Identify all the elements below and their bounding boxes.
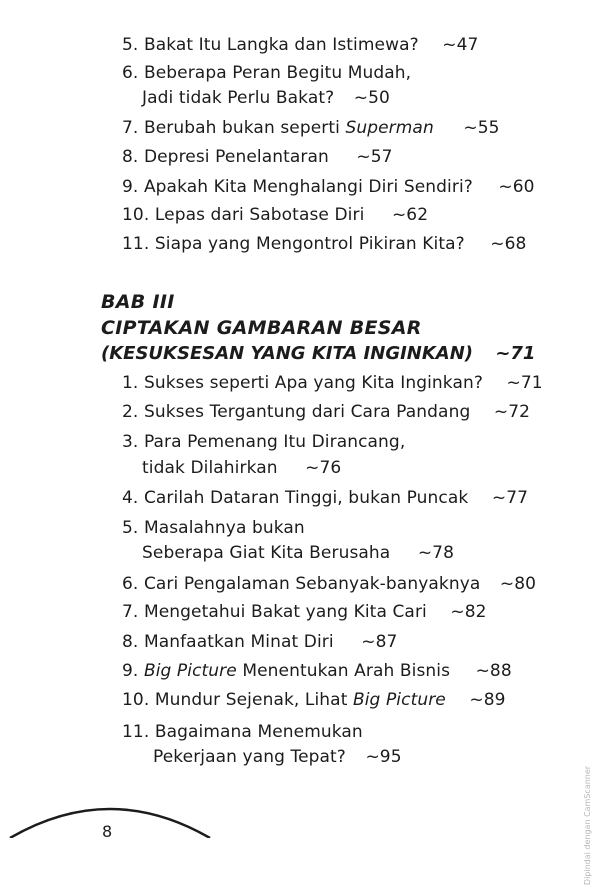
entry-number: 3. (122, 432, 139, 452)
entry-title: Para Pemenang Itu Dirancang, (143, 432, 406, 452)
chapter-label: BAB III (101, 291, 175, 313)
entry-number: 8. (122, 147, 139, 167)
toc-entry (122, 690, 506, 710)
entry-number: 1. (122, 373, 139, 393)
entry-title: Depresi Penelantaran (143, 147, 329, 167)
entry-title: Carilah Dataran Tinggi, bukan Puncak (143, 488, 469, 508)
toc-entry-continuation (153, 747, 402, 767)
toc-entry (122, 118, 500, 138)
entry-number: 9. (122, 661, 139, 681)
entry-title: Pekerjaan yang Tepat? (153, 747, 346, 767)
entry-title: Seberapa Giat Kita Berusaha (142, 543, 391, 563)
toc-entry (122, 205, 428, 225)
chapter-title-line1: CIPTAKAN GAMBARAN BESAR (101, 317, 422, 339)
toc-entry (122, 602, 487, 622)
entry-title: Masalahnya bukan (143, 518, 305, 538)
entry-title: Sukses seperti Apa yang Kita Inginkan? (143, 373, 483, 393)
toc-entry (122, 488, 528, 508)
entry-page: ~57 (356, 147, 393, 167)
chapter-page: ~71 (495, 343, 536, 364)
toc-entry (122, 632, 397, 652)
entry-page: ~78 (417, 543, 455, 563)
entry-page: ~55 (463, 118, 500, 138)
entry-number: 10. (122, 205, 150, 225)
entry-page: ~71 (506, 373, 543, 393)
entry-number: 6. (122, 574, 139, 594)
toc-entry-continuation (142, 543, 454, 563)
entry-page: ~87 (361, 632, 398, 652)
toc-entry (122, 722, 363, 742)
entry-title: Jadi tidak Perlu Bakat? (142, 88, 335, 108)
entry-number: 6. (122, 63, 139, 83)
toc-entry (122, 574, 536, 594)
entry-number: 11. (122, 722, 150, 742)
toc-entry (122, 402, 530, 422)
entry-title: Lepas dari Sabotase Diri (154, 205, 365, 225)
entry-title-italic: Big Picture (352, 690, 446, 710)
entry-title: Bagaimana Menemukan (154, 722, 363, 742)
toc-entry (122, 63, 411, 83)
entry-title: Menentukan Arah Bisnis (236, 661, 451, 681)
entry-title-italic: Big Picture (143, 661, 237, 681)
entry-title: tidak Dilahirkan (142, 458, 278, 478)
page-number: 8 (102, 824, 113, 838)
entry-page: ~89 (469, 690, 506, 710)
entry-page: ~50 (353, 88, 390, 108)
entry-page: ~47 (442, 35, 479, 55)
entry-page: ~62 (391, 205, 429, 225)
entry-number: 10. (122, 690, 150, 710)
toc-entry (122, 432, 405, 452)
entry-number: 9. (122, 177, 139, 197)
entry-title: Sukses Tergantung dari Cara Pandang (143, 402, 471, 422)
entry-page: ~88 (475, 661, 512, 681)
toc-entry (122, 177, 535, 197)
entry-number: 5. (122, 35, 139, 55)
scanner-watermark (582, 695, 594, 885)
entry-number: 4. (122, 488, 139, 508)
entry-page: ~80 (499, 574, 537, 594)
toc-entry-continuation (142, 88, 390, 108)
entry-page: ~76 (305, 458, 342, 478)
entry-number: 5. (122, 518, 139, 538)
entry-title: Cari Pengalaman Sebanyak-banyaknya (143, 574, 481, 594)
entry-page: ~77 (491, 488, 529, 508)
page-number-arc (0, 790, 600, 838)
entry-title: Apakah Kita Menghalangi Diri Sendiri? (143, 177, 473, 197)
entry-number: 7. (122, 118, 139, 138)
entry-title: Mengetahui Bakat yang Kita Cari (143, 602, 427, 622)
entry-number: 2. (122, 402, 139, 422)
entry-title: Bakat Itu Langka dan Istimewa? (143, 35, 419, 55)
entry-title: Siapa yang Mengontrol Pikiran Kita? (154, 234, 465, 254)
chapter-title-text: (KESUKSESAN YANG KITA INGINKAN) (101, 343, 474, 364)
toc-entry (122, 35, 478, 55)
toc-entry (122, 661, 512, 681)
entry-title: Manfaatkan Minat Diri (143, 632, 334, 652)
entry-number: 8. (122, 632, 139, 652)
toc-entry (122, 234, 526, 254)
entry-page: ~60 (498, 177, 535, 197)
toc-entry-continuation (142, 458, 341, 478)
entry-title: Berubah bukan seperti (143, 118, 346, 138)
entry-number: 11. (122, 234, 150, 254)
watermark-text: Dipindai dengan CamScanner (583, 765, 593, 885)
entry-number: 7. (122, 602, 139, 622)
entry-page: ~72 (493, 402, 531, 422)
entry-title: Beberapa Peran Begitu Mudah, (143, 63, 412, 83)
entry-page: ~68 (490, 234, 527, 254)
entry-page: ~82 (450, 602, 487, 622)
entry-title: Mundur Sejenak, Lihat (154, 690, 353, 710)
toc-entry (122, 373, 543, 393)
entry-title-italic: Superman (345, 118, 434, 138)
toc-entry (122, 518, 305, 538)
chapter-title-line2 (101, 343, 535, 364)
entry-page: ~95 (365, 747, 402, 767)
toc-entry (122, 147, 393, 167)
